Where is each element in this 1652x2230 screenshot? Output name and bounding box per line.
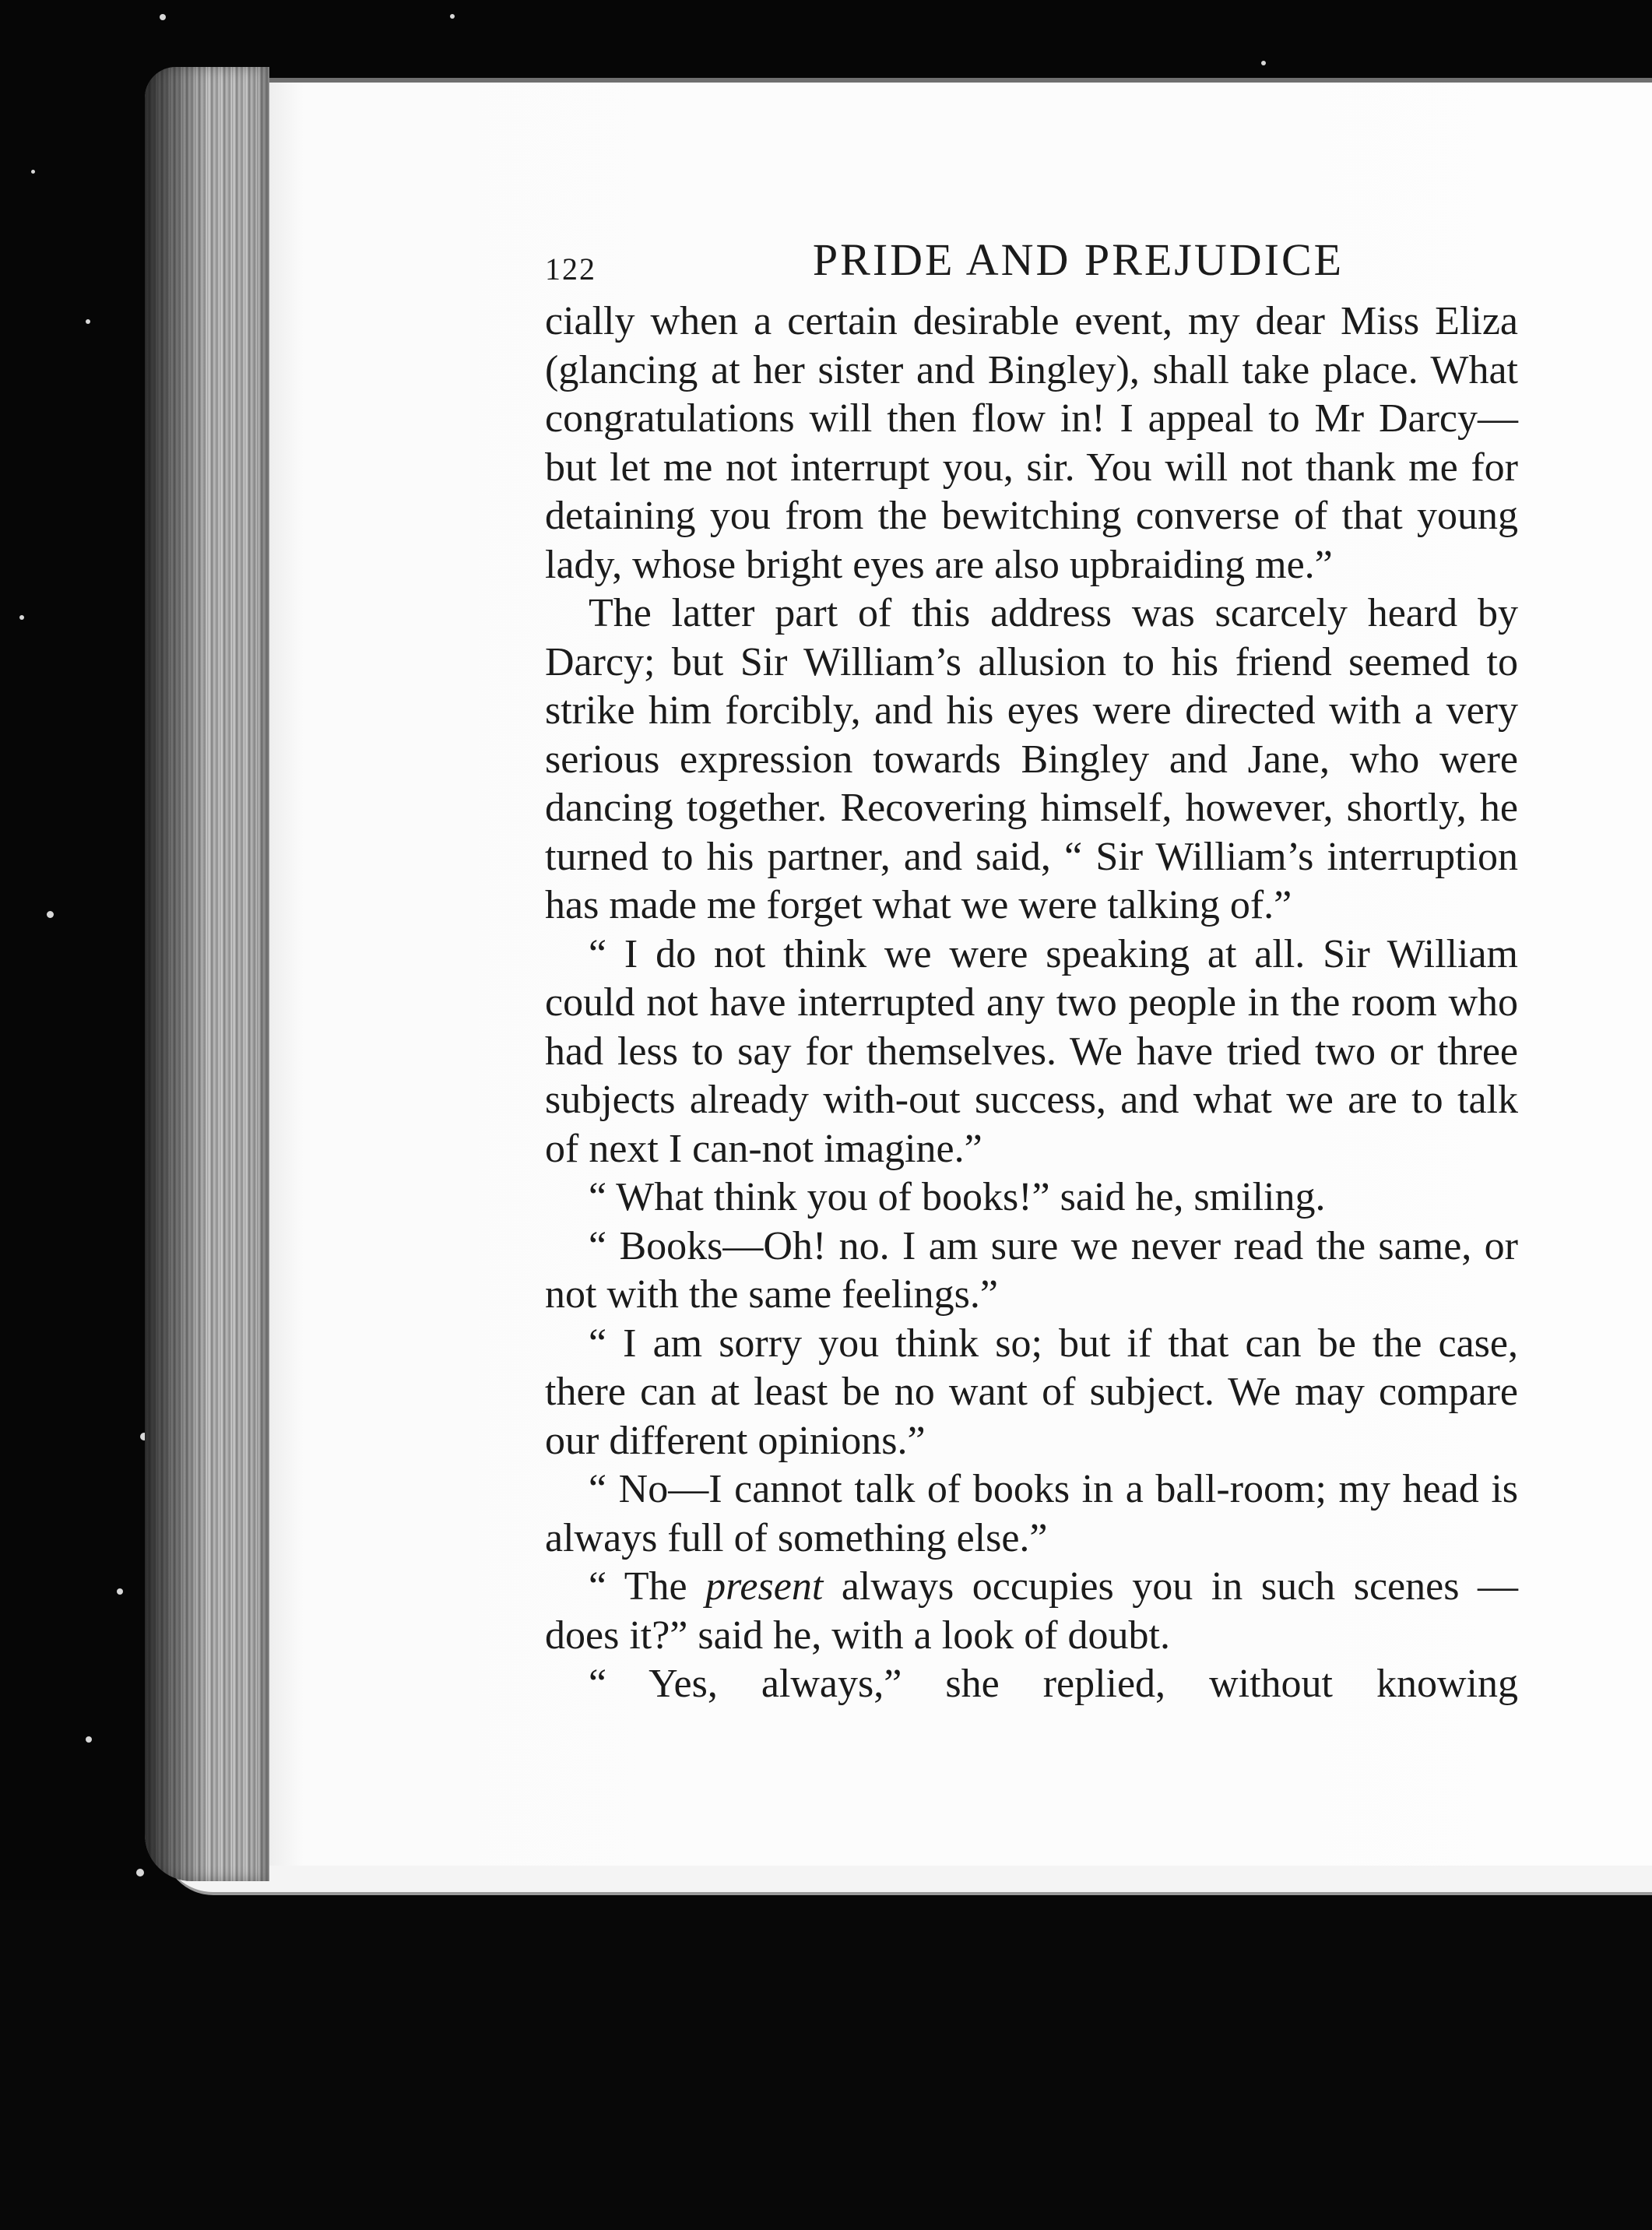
paragraph: “ Books—Oh! no. I am sure we never read the same, or not with the same feelings.” <box>545 1223 1518 1317</box>
paragraph <box>545 1563 1518 1660</box>
paragraph: The latter part of this address was scarcely heard by Darcy; but Sir William’s allusion to his friend seemed to strike him forcibly, and his eyes were directed with a very serious expression towards Bingley and Jane, who were dancing together. Recovering himself, however, shortly, he turned to his partner, and said, “ Sir William’s interruption has made me forget what we were talking of.” <box>545 591 1518 927</box>
dust-speck <box>31 170 35 174</box>
dust-speck <box>86 319 90 324</box>
running-head <box>545 234 1518 294</box>
dust-speck <box>117 1588 123 1595</box>
page-edges-shadow <box>145 67 207 1881</box>
page-text-block <box>545 234 1518 1709</box>
book-title: PRIDE AND PREJUDICE <box>812 234 1344 285</box>
scan-bottom-margin <box>0 1900 1652 2230</box>
paragraph: “ I do not think we were speaking at all. Sir William could not have interrupted any two people in the room who had less to say for themselves. We have tried two or three subjects already with-out success, and what we are to talk of next I can-not imagine.” <box>545 931 1518 1171</box>
dust-speck <box>1261 61 1266 65</box>
dust-speck <box>86 1736 92 1743</box>
dust-speck <box>136 1869 144 1877</box>
paragraph: cially when a certain desirable event, my dear Miss Eliza (glancing at her sister and Bingley), shall take place. What congratulations will then flow in! I appeal to Mr Darcy—but let me not interrupt you, sir. You will not thank me for detaining you from the bewitching converse of that young lady, whose bright eyes are also upbraiding me.” <box>545 299 1518 587</box>
paragraph: “ No—I cannot talk of books in a ball-room; my head is always full of something else.” <box>545 1467 1518 1560</box>
dust-speck <box>19 615 24 620</box>
paragraph-text: “ The <box>589 1564 706 1609</box>
dust-speck <box>450 14 455 19</box>
paragraph: “ Yes, always,” she replied, without knowing <box>589 1662 1518 1706</box>
dust-speck <box>160 14 166 20</box>
paragraph-text: always occupies you in such scenes —does it?” said he, with a look of doubt. <box>545 1564 1518 1658</box>
dust-speck <box>47 911 54 918</box>
italic-word: present <box>705 1564 824 1609</box>
page-number: 122 <box>545 251 596 287</box>
paragraph: “ What think you of books!” said he, smiling. <box>589 1175 1326 1219</box>
paragraph: “ I am sorry you think so; but if that can be the case, there can at least be no want of subject. We may compare our different opinions.” <box>545 1321 1518 1463</box>
